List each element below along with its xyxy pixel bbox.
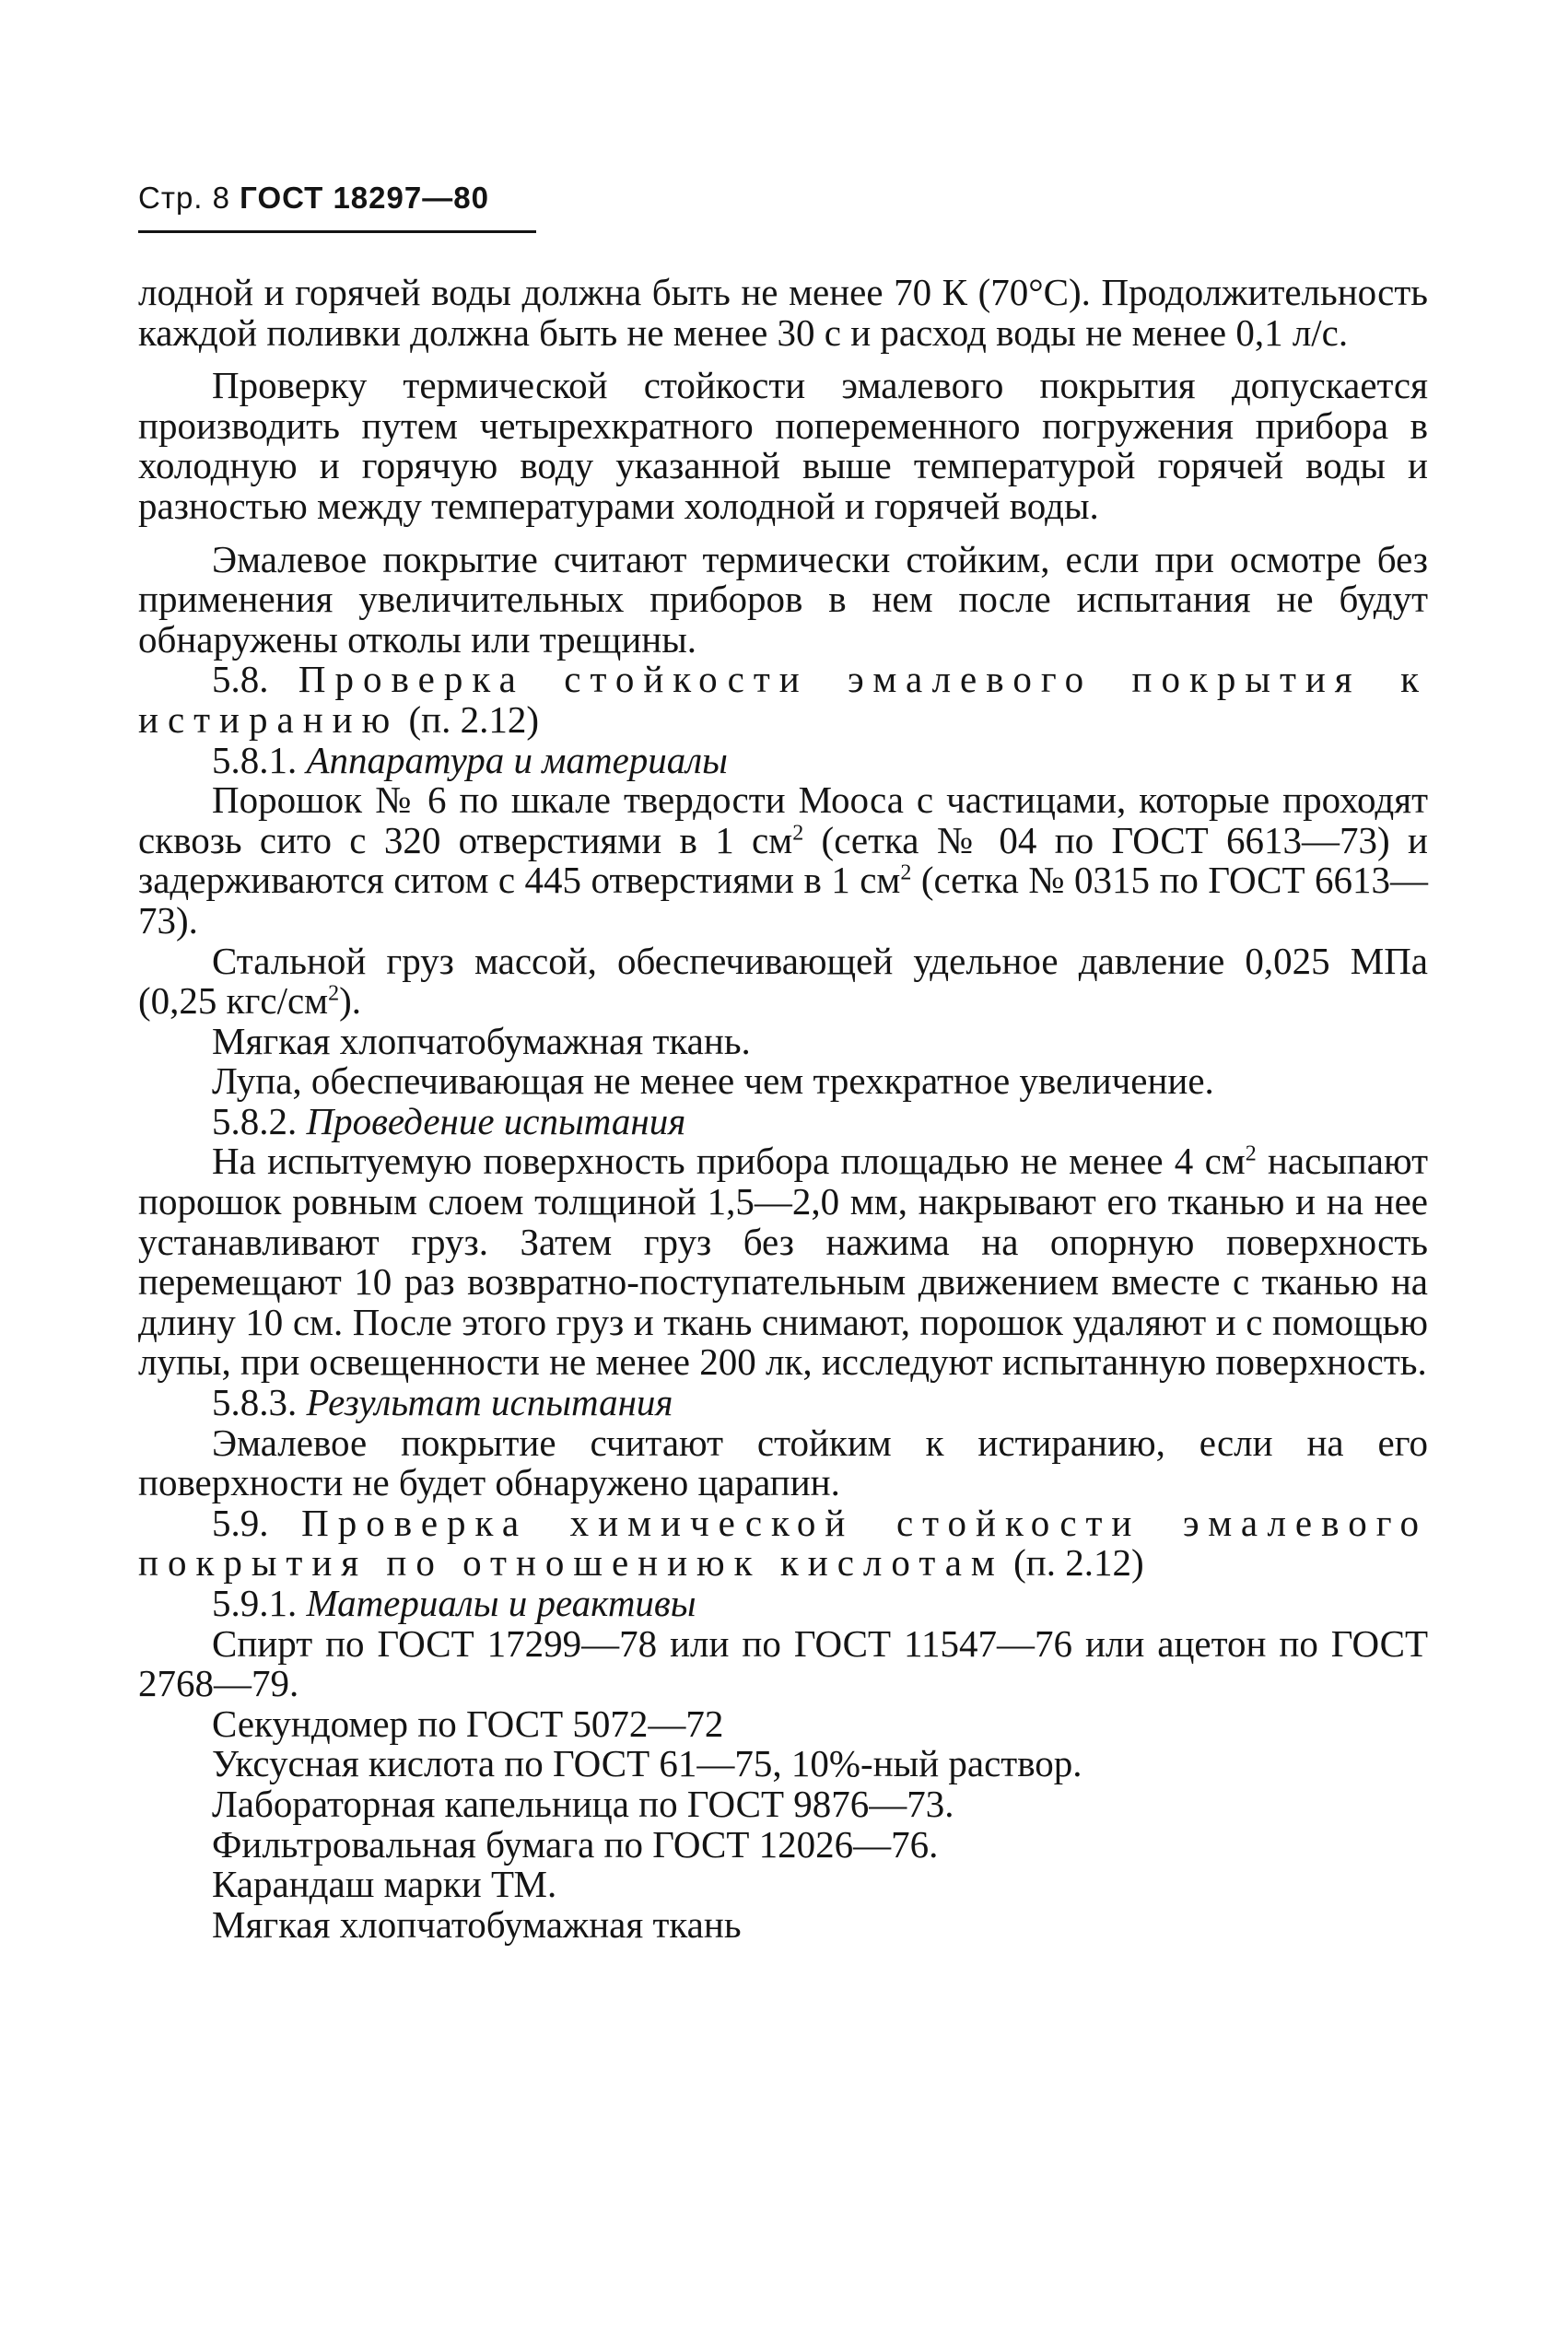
superscript: 2 <box>328 981 340 1006</box>
section-reference: (п. 2.12) <box>1013 1541 1144 1585</box>
section-number: 5.8. <box>212 658 269 701</box>
subsection-number: 5.9.1. <box>212 1582 298 1624</box>
subsection-heading-5-8-3 <box>138 1383 1428 1423</box>
subsection-number: 5.8.2. <box>212 1099 298 1142</box>
paragraph: лодной и горячей воды должна быть не менее 70 К (70°С). Продолжительность каждой поливки должна быть не менее 30 с и расход воды не менее 0,1 л/с. <box>138 271 1428 354</box>
paragraph: Эмалевое покрытие считают термически стойким, если при осмотре без применения увеличительных приборов в нем после испытания не будут обнаружены отколы или трещины. <box>138 537 1428 661</box>
subsection-title: Результат испытания <box>306 1381 673 1424</box>
superscript: 2 <box>792 821 804 846</box>
paragraph: Лабораторная капельница по ГОСТ 9876—73. <box>212 1782 954 1825</box>
paragraph: На испытуемую поверхность прибора площадью не менее 4 $см^2$ насыпают порошок ровным слоем толщиной 1,5—2,0 мм, накрывают его тканью и на нее устанавливают груз. Затем груз без нажима на опорную поверхность перемещают 10 раз возвратно-поступательным движением вместе с тканью на длину 10 см. После этого груз и ткань снимают, порошок удаляют и с помощью лупы, при освещенности не менее 200 лк, исследуют испытанную поверхность. <box>138 1140 1429 1384</box>
section-heading-5-9 <box>138 1503 1428 1584</box>
header-rule <box>138 230 536 233</box>
page-number: Стр. 8 <box>138 181 230 215</box>
subsection-title: Проведение испытания <box>306 1099 686 1142</box>
paragraph: Спирт по ГОСТ 17299—78 или по ГОСТ 11547—76 или ацетон по ГОСТ 2768—79. <box>138 1621 1428 1705</box>
document-body <box>138 273 1428 1945</box>
superscript: 2 <box>900 860 912 885</box>
paragraph: Мягкая хлопчатобумажная ткань <box>212 1902 742 1946</box>
paragraph: Карандаш марки ТМ. <box>212 1863 557 1906</box>
paragraph: Лупа, обеспечивающая не менее чем трехкратное увеличение. <box>212 1059 1214 1103</box>
paragraph: Проверку термической стойкости эмалевого покрытия допускается производить путем четырехкратного попеременного погружения прибора в холодную и горячую воду указанной выше температурой горячей воды и разностью между температурами холодной и горячей воды. <box>138 364 1428 527</box>
section-number: 5.9. <box>212 1501 269 1544</box>
paragraph: Эмалевое покрытие считают стойким к истиранию, если на его поверхности не будет обнаружено царапин. <box>138 1421 1428 1504</box>
subsection-title: Аппаратура и материалы <box>306 738 728 781</box>
paragraph: Фильтровальная бумага по ГОСТ 12026—76. <box>212 1822 939 1866</box>
subsection-heading-5-9-1 <box>138 1584 1428 1624</box>
subsection-heading-5-8-1 <box>138 738 1428 781</box>
section-title: Проверка стойкости эмалевого покрытия к истиранию <box>138 658 1428 741</box>
superscript: 2 <box>1245 1141 1257 1166</box>
page-header <box>138 181 489 216</box>
standard-number: ГОСТ 18297—80 <box>240 181 489 215</box>
section-title: Проверка химической стойкости эмалевого покрытия по отношениюк кислотам <box>138 1501 1428 1585</box>
section-reference: (п. 2.12) <box>408 697 539 741</box>
paragraph: Порошок № 6 по шкале твердости Мооса с частицами, которые проходят сквозь сито с 320 отверстиями в 1 $см^2$ (сетка № 04 по ГОСТ 6613—73) и задерживаются ситом с 445 отверстиями в 1 $см^2$ (сетка № 0315 по ГОСТ 6613—73). <box>138 778 1428 942</box>
paragraph: Стальной груз массой, обеспечивающей удельное давление 0,025 МПа (0,25 кгс/$см^2$). <box>138 939 1428 1023</box>
section-heading-5-8 <box>138 660 1428 740</box>
paragraph: Уксусная кислота по ГОСТ 61—75, 10%-ный раствор. <box>212 1742 1082 1785</box>
paragraph: Секундомер по ГОСТ 5072—72 <box>212 1702 724 1745</box>
subsection-heading-5-8-2 <box>138 1099 1428 1142</box>
subsection-number: 5.8.1. <box>212 738 298 781</box>
subsection-number: 5.8.3. <box>212 1381 298 1424</box>
paragraph: Мягкая хлопчатобумажная ткань. <box>212 1019 751 1062</box>
subsection-title: Материалы и реактивы <box>306 1582 696 1624</box>
